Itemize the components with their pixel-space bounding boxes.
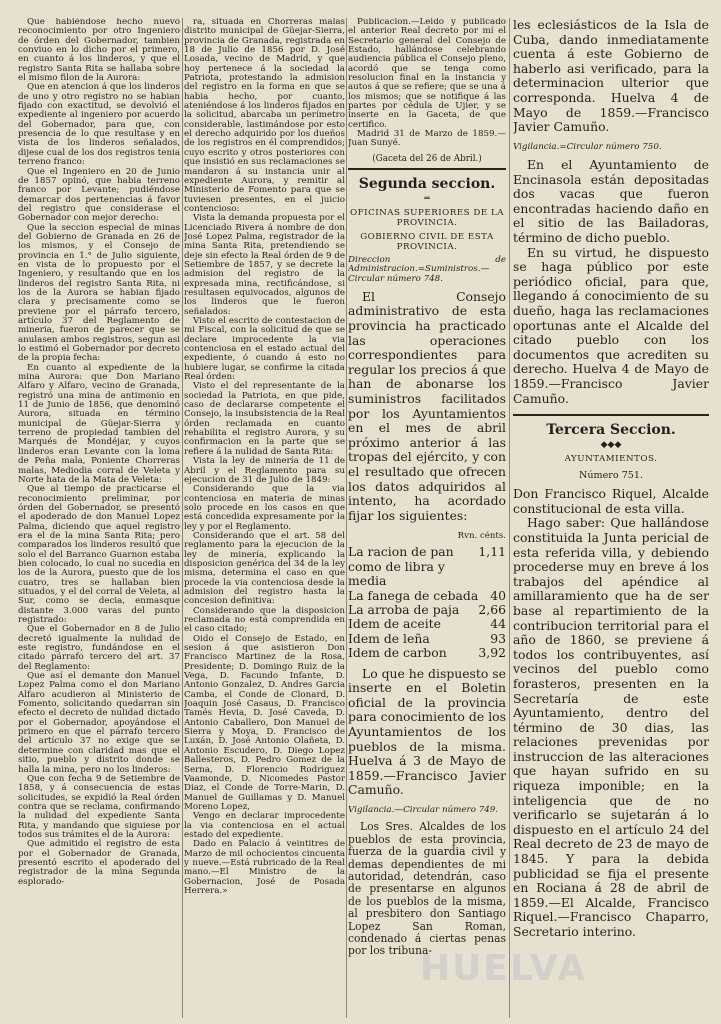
price-value: 93 xyxy=(490,630,506,646)
paragraph: En el Ayuntamiento de Encinasola están depositadas dos vacas que fueron encontradas haciendo daño en el sitio de las Bailadoras, término de dicho pueblo. xyxy=(513,157,709,246)
paragraph: El Consejo administrativo de esta provincia ha practicado las operaciones correspondientes para regular los precios á que han de abonarse los suministros facilitados por los Ayuntamientos en el mes de abril próximo anterior á las tropas del ejército, y con el resultado que ofrecen los datos adquiridos al intento, ha acordado fijar los siguientes: xyxy=(348,288,506,523)
column-rule xyxy=(182,18,183,1018)
paragraph: Que el Gobernador en 8 de Julio decretó igualmente la nulidad de este registro, fundándose en el citado párrafo tercero del art. 37 del Reglamento: xyxy=(18,624,180,672)
paragraph: Los Sres. Alcaldes de los pueblos de esta provincia, fuerza de la guardia civil y demas dependientes de mi autoridad, detendrán, caso de presentarse en algunos de los pueblos de la misma, al presbitero don Santiago Lopez San Roman, condenado á ciertas penas por los tribuna- xyxy=(348,820,506,958)
paragraph: Que con fecha 9 de Setiembre de 1858, y á consecuencia de estas solicitudes, se expidió la Real órden contra que se reclama, confirmando la nulidad del expediente Santa Rita, y mandando que siguiese por todos sus trámites el de la Aurora: xyxy=(18,773,180,840)
paragraph: Que así el demante don Manuel Lopez Palma como el don Mariano Alfaro acudieron al Ministerio de Fomento, solicitando quedarran sin efecto el decreto de nulidad dictado por el Gobernador, apoyándose el primero en que el párrafo tercero del artículo 37 no exige que se determine con claridad mas que el sitio, pueblo y distrito donde se halla la mina, pero no los linderos: xyxy=(18,671,180,775)
price-value: 1,11 xyxy=(478,544,506,560)
paragraph: Publicacion.—Leido y publicado el anterior Real decreto por mí el Secretario general del Consejo de Estado, hallándose celebrando audiencia pública el Consejo pleno, acordó que se tenga como resolucion final en la instancia y autos á que se refiere; que se una á los mismos; que se notifique á las partes por cédula de Ujier, y se inserte en la Gaceta, de que certifico. xyxy=(348,18,506,130)
paragraph: Lo que he dispuesto se inserte en el Boletin oficial de la provincia para conocimiento de los Ayuntamientos de los pueblos de la misma. Huelva á 3 de Mayo de 1859.—Francisco Javier Camuño. xyxy=(348,665,506,798)
price-value: 40 xyxy=(490,587,506,603)
paragraph: En su virtud, he dispuesto se haga público por este periódico oficial, para que, llegando á conocimiento de su dueño, haga las reclamaciones oportunas ante el Alcalde del citado pueblo con los documentos que acrediten su derecho. Huelva 4 de Mayo de 1859.—Francisco Javier Camuño. xyxy=(513,244,709,406)
price-item: Idem de carbon xyxy=(348,645,447,661)
paragraph: Visto el escrito de contestacion de mi Fiscal, con la solicitud de que se declare improcedente la via contenciosa en el estado actual del expediente, ó cuando á esto no hubiere lugar, se confirme la citada Real órden: xyxy=(184,316,345,383)
column-1 xyxy=(18,18,180,887)
gaceta-note: (Gaceta del 26 de Abril.) xyxy=(372,153,482,164)
paragraph: Que al tiempo de practicarse el reconocimiento preliminar, por órden del Gobernador, se presentó el apoderado de don Manuel Lopez Palma, diciendo que aquel registro era el de la mina Santa Rita; pero comparados los linderos resultó que solo el del Barranco Guarnon estaba bien colocado, lo cual no sucedia en los de la Aurora, puesto que de los cuatro, tres se hallaban bien situados, y el del corral de Veleta, al Sur, como se decia, enmasque distante 3.000 varas del punto registrado: xyxy=(18,484,180,625)
section-subtitle: AYUNTAMIENTOS. xyxy=(564,454,658,465)
paragraph: Dado en Palacio á veintitres de Marzo de mil ochocientos cincuenta y nueve.—Está rubricado de la Real mano.—El Ministro de la Gobernacion, José de Posada Herrera.» xyxy=(184,839,345,896)
paragraph: Madrid 31 de Marzo de 1859.—Juan Sunyé. xyxy=(348,129,506,149)
paragraph: Hago saber: Que hallándose constituida la Junta pericial de esta referida villa, y debiendo procederse muy en breve á los trabajos del apéndice al amillaramiento que ha de ser base al repartimiento de la contribucion territorial para el año de 1860, se previene á todos los contribuyentes, así vecinos del pueblo como forasteros, presenten en la Secretaría de este Ayuntamiento, dentro del término de 30 dias, las relaciones prevenidas por instruccion de las alteraciones que hayan sufrido en su riqueza imponible; en la inteligencia que de no verificarlo se sujetarán á lo dispuesto en el artículo 24 del Real decreto de 23 de mayo de 1845. Y para la debida publicidad se fija el presente en Rociana á 28 de abril de 1859.—El Alcalde, Francisco Riquel.—Francisco Chaparro, Secretario interino. xyxy=(513,515,709,939)
price-row xyxy=(348,632,506,646)
price-row xyxy=(348,545,506,588)
paragraph: Que en atencion á que los linderos de uno y otro registro no se habian fijado con exactitud, se devolvió el expediente al ingeniero por acuerdo del Gobernador, para que, con presencia de lo que resultase y en vista de los linderos señalados, dijese cual de los dos registros tenia terreno franco: xyxy=(18,82,180,168)
archive-watermark: HUELVA xyxy=(420,948,588,989)
price-item: La racion de pan como de libra y media xyxy=(348,544,454,589)
paragraph: Que el Ingeniero en 20 de Junio de 1857 opinó, que habia terreno franco por Levante; pudiéndose demarcar dos pertenencias á favor del registro que considerase el Gobernador con mejor derecho: xyxy=(18,166,180,224)
price-column-header: Rvn. cénts. xyxy=(457,531,506,542)
price-row xyxy=(348,646,506,660)
ornament: ═ xyxy=(424,193,430,204)
paragraph: Considerando que el art. 58 del reglamento para la ejecucion de la ley de minería, explicando la disposicion genérica del 34 de la ley misma, determina el caso en que procede la via contenciosa desde la admision del registro hasta la concesion definitiva: xyxy=(184,530,345,607)
circular-heading: Vigilancia.—Circular número 749. xyxy=(348,804,499,815)
price-list xyxy=(348,545,506,660)
price-item: Idem de leña xyxy=(348,630,430,646)
column-2 xyxy=(184,18,345,896)
paragraph: Don Francisco Riquel, Alcalde constitucional de esta villa. xyxy=(513,486,709,516)
section-title: Segunda seccion. xyxy=(358,175,496,192)
paragraph: En cuanto al expediente de la mina Aurora: que Don Mariano Alfaro y Alfaro, vecino de Granada, registró una mina de antimonio en 11 de Junio de 1856, que denominó Aurora, situada en término municipal de Güejar-Sierra y terreno de propiedad tambien del Marqués de Mondéjar, y cuyos linderos eran Levante con la loma de Peña mala, Poniente Chorreras malas, Mediodia corral de Veleta y Norte hata de la Mata de Veleta: xyxy=(18,362,180,485)
price-item: La arroba de paja xyxy=(348,601,460,617)
paragraph: ra, situada en Chorreras malas distrito municipal de Güejar-Sierra, provincia de Granada, registrada en 18 de Julio de 1856 por D. José Losada, vecino de Madrid, y que hoy pertenece á la sociedad la Patriota, protestando la admision del registro en la forma en que se habia hecho, por cuanto, ateniéndose á los linderos fijados en la solicitud, abarcaba un perímetro considerable, lastimándose por esto el derecho adquirido por los dueños de los registros en él comprendidos; cuyo escrito y otros posteriores con que insistió en sus reclamaciones se mandaron á su instancia unir al expediente Aurora, y remitir al Ministerio de Fomento para que se tuviesen presentes, en el juicio contencioso: xyxy=(184,18,345,214)
column-rule xyxy=(509,18,510,1018)
section-subtitle: OFICINAS SUPERIORES DE LA PROVINCIA. xyxy=(349,207,504,228)
price-item: La fanega de cebada xyxy=(348,587,479,603)
price-value: 3,92 xyxy=(478,645,506,661)
circular-heading: Vigilancia.=Circular número 750. xyxy=(513,141,662,152)
section-rule xyxy=(348,168,506,170)
price-value: 44 xyxy=(490,616,506,632)
price-row xyxy=(348,603,506,617)
paragraph: Que la seccion especial de minas del Gobierno de Granada en 26 de los mismos, y el Consejo de provincia en 1.° de Julio siguiente, en vista de lo propuesto por el Ingeniero, y resultando que en los linderos del registro Santa Rita, ni los de la Aurora se habian fijado clara y precisamente como se previene por el párrafo tercero, artículo 37 del Reglamento de mineria, fueron de parecer que se anulasen ambos registros, segun asi lo estimó el Gobernador por decreto de la propia fecha: xyxy=(18,222,180,364)
paragraph: Considerando que la via contenciosa en materia de minas solo procede en los casos en que está concedida expresamente por la ley y por el Reglamento. xyxy=(184,484,345,532)
price-value: 2,66 xyxy=(478,601,506,617)
price-row xyxy=(348,589,506,603)
circular-heading: Direccion de Administracion.=Suministros.—Circular número 748. xyxy=(348,254,506,284)
paragraph: Que admitido el registro de esta por el Gobernador de Granada, presentó escrito el apoderado del registrador de la mina Segunda esplorado- xyxy=(18,839,180,887)
column-rule xyxy=(346,18,347,1018)
column-4 xyxy=(513,18,709,940)
section-title: Tercera Seccion. xyxy=(546,422,676,439)
column-3 xyxy=(348,18,506,958)
ornament: ◆◆◆ xyxy=(600,440,622,451)
paragraph: Considerando que la disposicion reclamada no está comprendida en el caso citado; xyxy=(184,605,345,635)
paragraph: Oido el Consejo de Estado, en sesion á que asistieron Don Francisco Martinez de la Rosa, Presidente; D. Domingo Ruiz de la Vega, D. Facundo Infante, D. Antonio Gonzalez, D. Andres Garcia Camba, el Conde de Clonard, D. Joaquin José Casaus, D. Francisco Tamés Hevia, D. José Caveda, D. Antonio Caballero, Don Manuel de Sierra y Moya, D. Francisco de Luxán, D. José Antonio Olañeta, D. Antonio Escudero, D. Diego Lopez Ballesteros, D. Pedro Gomez de la Serna, D. Florencio Rodriguez Vaamonde, D. Nicomedes Pastor Diaz, el Conde de Torre-Marin, D. Manuel de Guillamas y D. Manuel Moreno Lopez, xyxy=(184,633,345,812)
price-item: Idem de aceite xyxy=(348,616,441,632)
paragraph: Vista la demanda propuesta por el Licenciado Rivera á nombre de don José Lopez Palma, registrador de la mina Santa Rita, pretendiendo se deje sin efecto la Real órden de 9 de Setiembre de 1857, y se decrete la admision del registro de la expresada mina, rectificándose, si resultasen equivocados, algunos de los linderos que le fueron señalados: xyxy=(184,213,345,317)
paragraph: Visto el del representante de la sociedad la Patriota, en que pide, caso de declararse competente el Consejo, la insubsistencia de la Real órden reclamada en cuanto rehabilita el registro Aurora, y su confirmacion en la parte que se refiere á la nulidad de Santa Rita: xyxy=(184,381,345,457)
section-subtitle: GOBIERNO CIVIL DE ESTA PROVINCIA. xyxy=(360,231,494,252)
paragraph: Vengo en declarar improcedente la via contenciosa en el actual estado del expediente. xyxy=(184,811,345,840)
paragraph: Que habiéndose hecho nuevo reconocimiento por otro Ingeniero de órden del Gobernador, tambien conviuo en lo dicho por el primero, en cuanto á los linderos, y que el registro Santa Rita se hallaba sobre el mismo filon de la Aurora: xyxy=(18,18,180,84)
paragraph: Vista la ley de minería de 11 de Abril y el Reglamento para su ejecucion de 31 de Julio de 1849: xyxy=(184,456,345,485)
paragraph: les eclesiásticos de la Isla de Cuba, dando inmediatamente cuenta á este Gobierno de haberlo asi verificado, para la determinacion ulterior que corresponda. Huelva 4 de Mayo de 1859.—Francisco Javier Camuño. xyxy=(513,18,709,135)
section-rule xyxy=(513,414,709,416)
price-row xyxy=(348,617,506,631)
announcement-number: Número 751. xyxy=(578,470,644,482)
